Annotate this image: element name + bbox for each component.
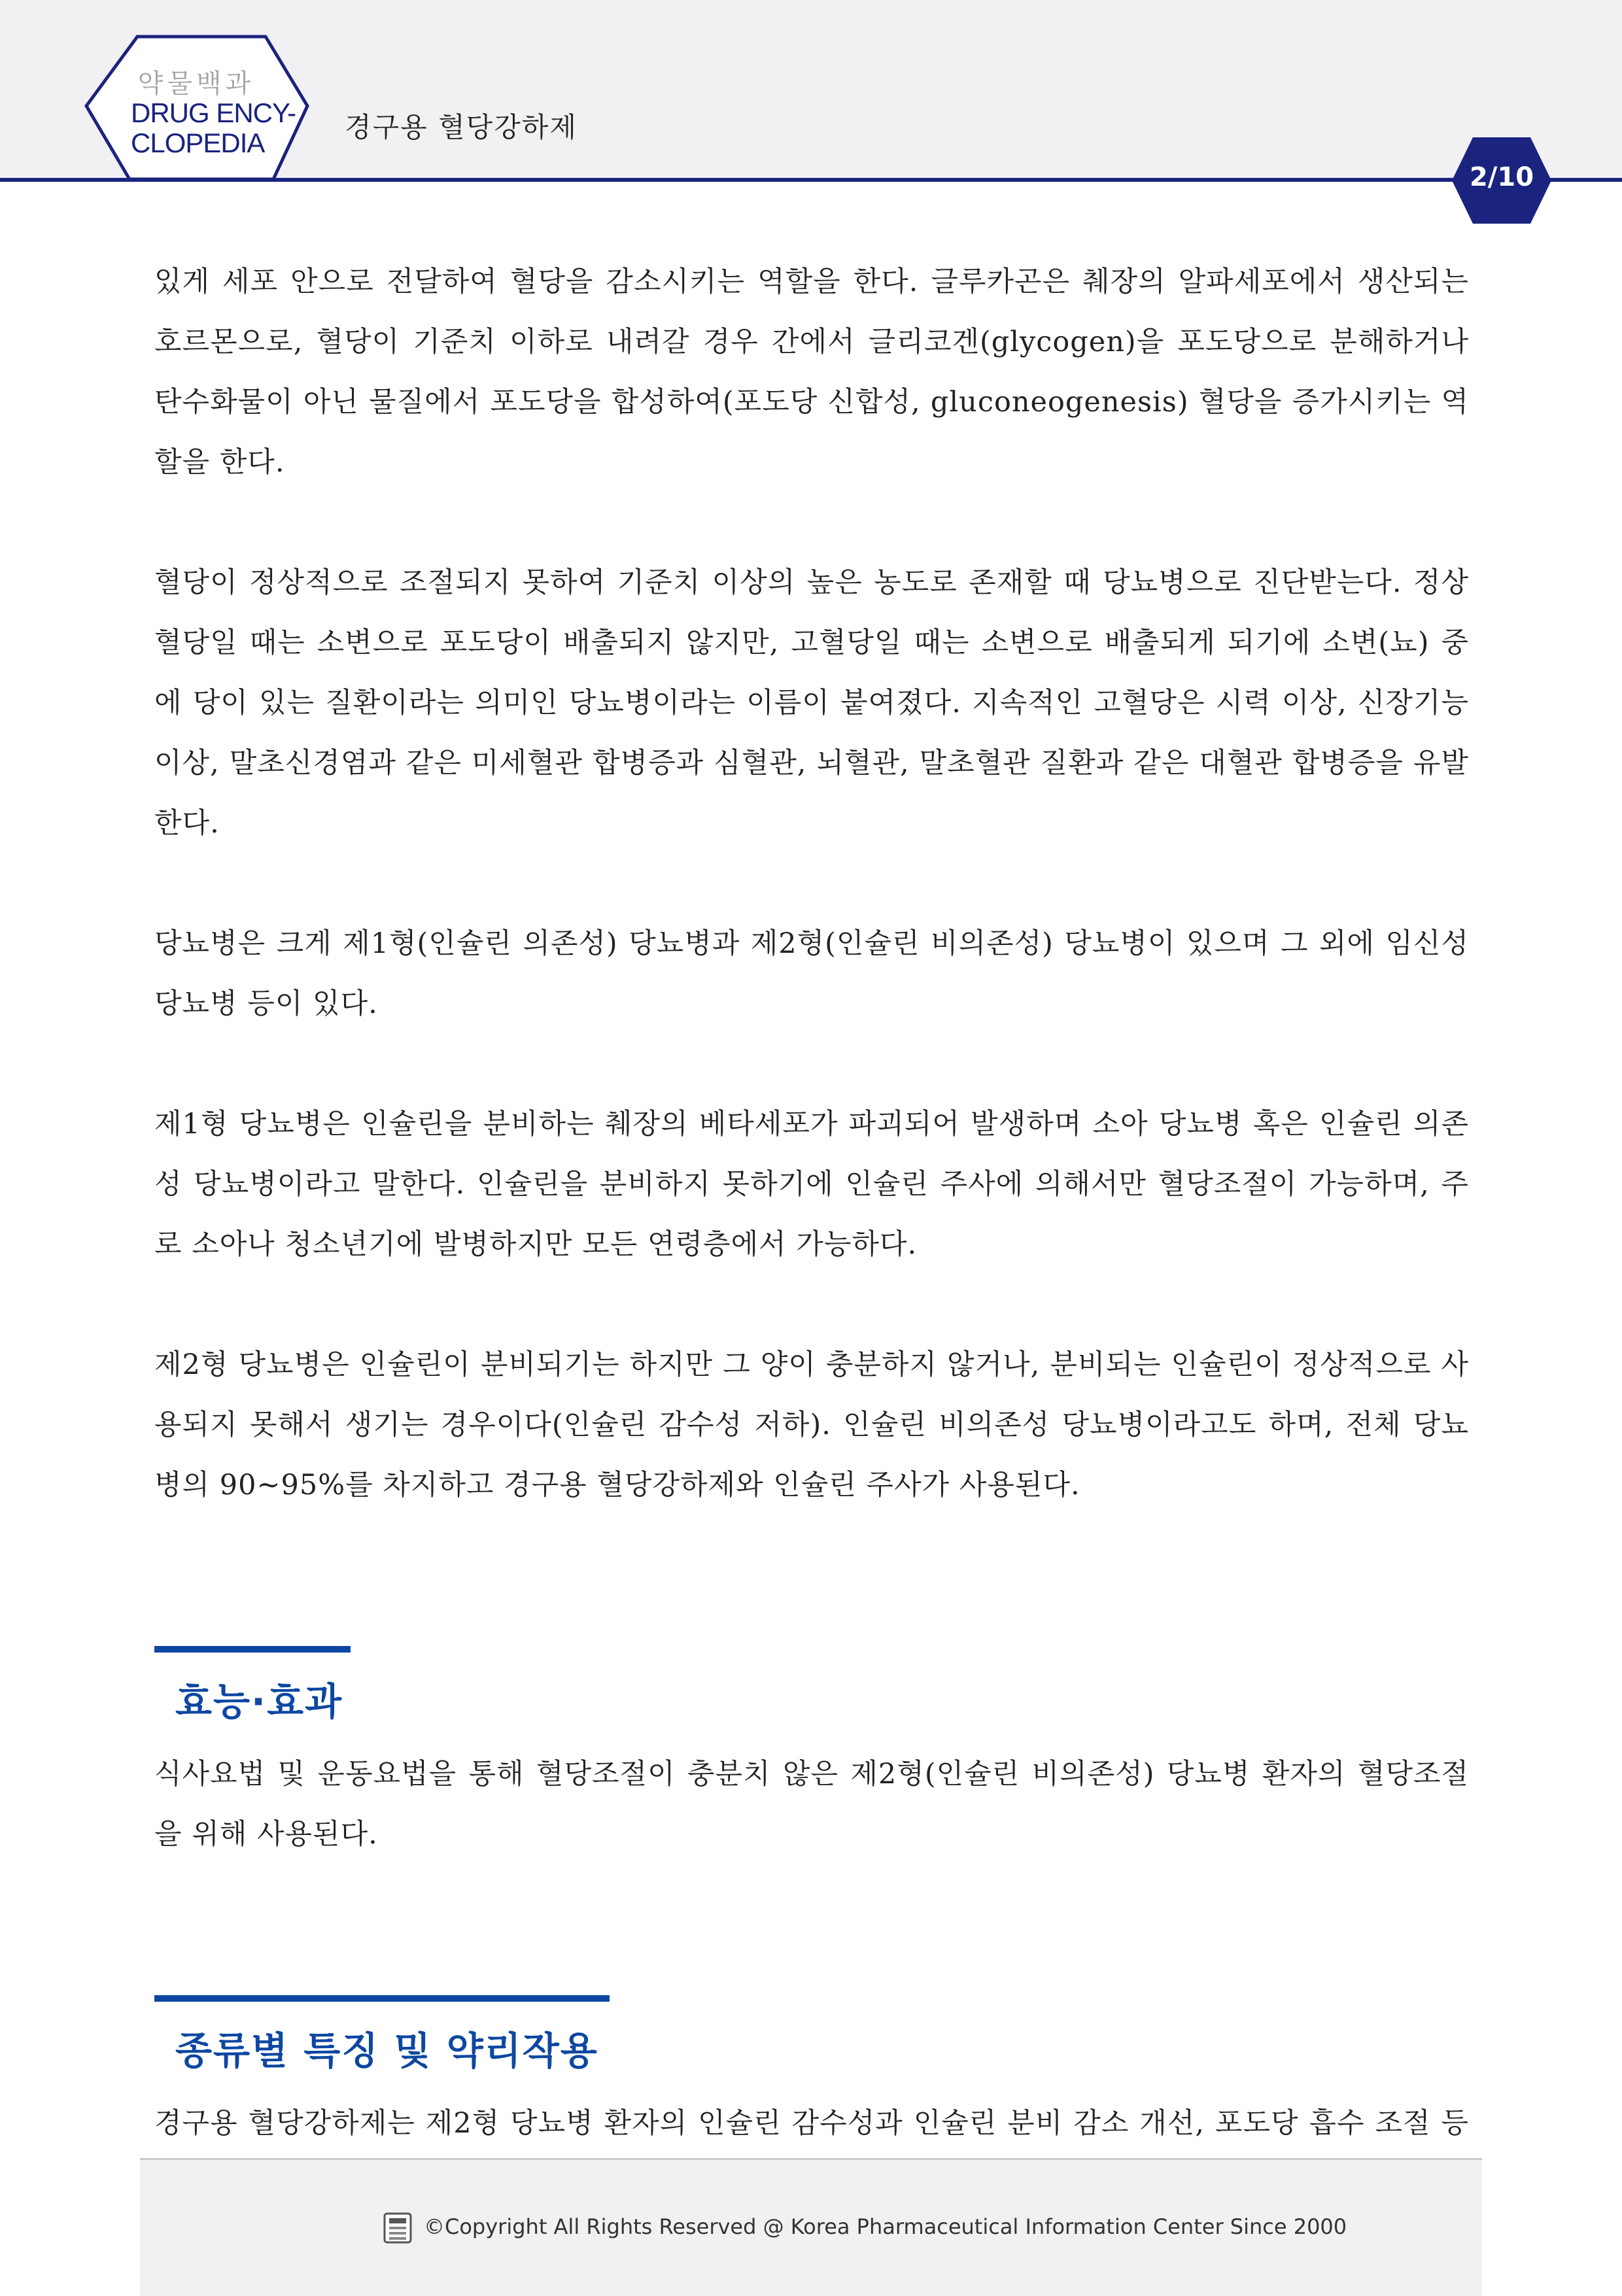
logo-english-line1: DRUG ENCY-	[131, 97, 296, 128]
section-text: 식사요법 및 운동요법을 통해 혈당조절이 충분치 않은 제2형(인슐린 비의존성) 당뇨병 환자의 혈당조절을 위해 사용된다.	[154, 1758, 1469, 1851]
body-paragraph: 혈당이 정상적으로 조절되지 못하여 기준치 이상의 높은 농도로 존재할 때 당뇨병으로 진단받는다. 정상 혈당일 때는 소변으로 포도당이 배출되지 않지만, 고혈당일 때는 소변으로 배출되게 되기에 소변(뇨) 중에 당이 있는 질환이라는 의미인 당뇨병이라는 이름이 붙여졌다. 지속적인 고혈당은 시력 이상, 신장기능 이상, 말초신경염과 같은 미세혈관 합병증과 심혈관, 뇌혈관, 말초혈관 질환과 같은 대혈관 합병증을 유발한다.	[154, 566, 1469, 840]
document-body	[154, 252, 1469, 2274]
logo-english	[131, 98, 301, 158]
kpic-emblem-icon	[383, 2212, 413, 2244]
logo-english-line2: CLOPEDIA	[131, 128, 265, 158]
logo-korean: 약물백과	[137, 69, 255, 99]
section-text: 경구용 혈당강하제는 제2형 당뇨병 환자의 인슐린 감수성과 인슐린 분비 감소 개선, 포도당 흡수 조절 등	[154, 2107, 1469, 2140]
section-efficacy	[154, 1646, 1469, 1864]
body-paragraph: 제2형 당뇨병은 인슐린이 분비되기는 하지만 그 양이 충분하지 않거나, 분비되는 인슐린이 정상적으로 사용되지 못해서 생기는 경우이다(인슐린 감수성 저하). 인슐린 비의존성 당뇨병이라고도 하며, 전체 당뇨병의 90~95%를 차지하고 경구용 혈당강하제와 인슐린 주사가 사용된다.	[154, 1348, 1469, 1501]
body-paragraph: 당뇨병은 크게 제1형(인슐린 의존성) 당뇨병과 제2형(인슐린 비의존성) 당뇨병이 있으며 그 외에 임신성 당뇨병 등이 있다.	[154, 927, 1469, 1020]
body-paragraph: 있게 세포 안으로 전달하여 혈당을 감소시키는 역할을 한다. 글루카곤은 췌장의 알파세포에서 생산되는 호르몬으로, 혈당이 기준치 이하로 내려갈 경우 간에서 글리코겐(glycogen)을 포도당으로 분해하거나 탄수화물이 아닌 물질에서 포도당을 합성하여(포도당 신합성, gluconeogenesis) 혈당을 증가시키는 역할을 한다.	[154, 266, 1469, 479]
section-bar	[154, 1995, 610, 2002]
section-bar	[154, 1646, 351, 1653]
page-indicator: 2/10	[1469, 162, 1534, 192]
section-title: 종류별 특징 및 약리작용	[175, 2029, 598, 2073]
body-paragraph: 제1형 당뇨병은 인슐린을 분비하는 췌장의 베타세포가 파괴되어 발생하며 소아 당뇨병 혹은 인슐린 의존성 당뇨병이라고 말한다. 인슐린을 분비하지 못하기에 인슐린 주사에 의해서만 혈당조절이 가능하며, 주로 소아나 청소년기에 발병하지만 모든 연령층에서 가능하다.	[154, 1108, 1469, 1261]
section-title: 효능·효과	[175, 1679, 343, 1724]
document-title: 경구용 혈당강하제	[345, 111, 578, 143]
copyright-text: ©Copyright All Rights Reserved @ Korea Pharmaceutical Information Center Since 2000	[424, 2214, 1347, 2239]
